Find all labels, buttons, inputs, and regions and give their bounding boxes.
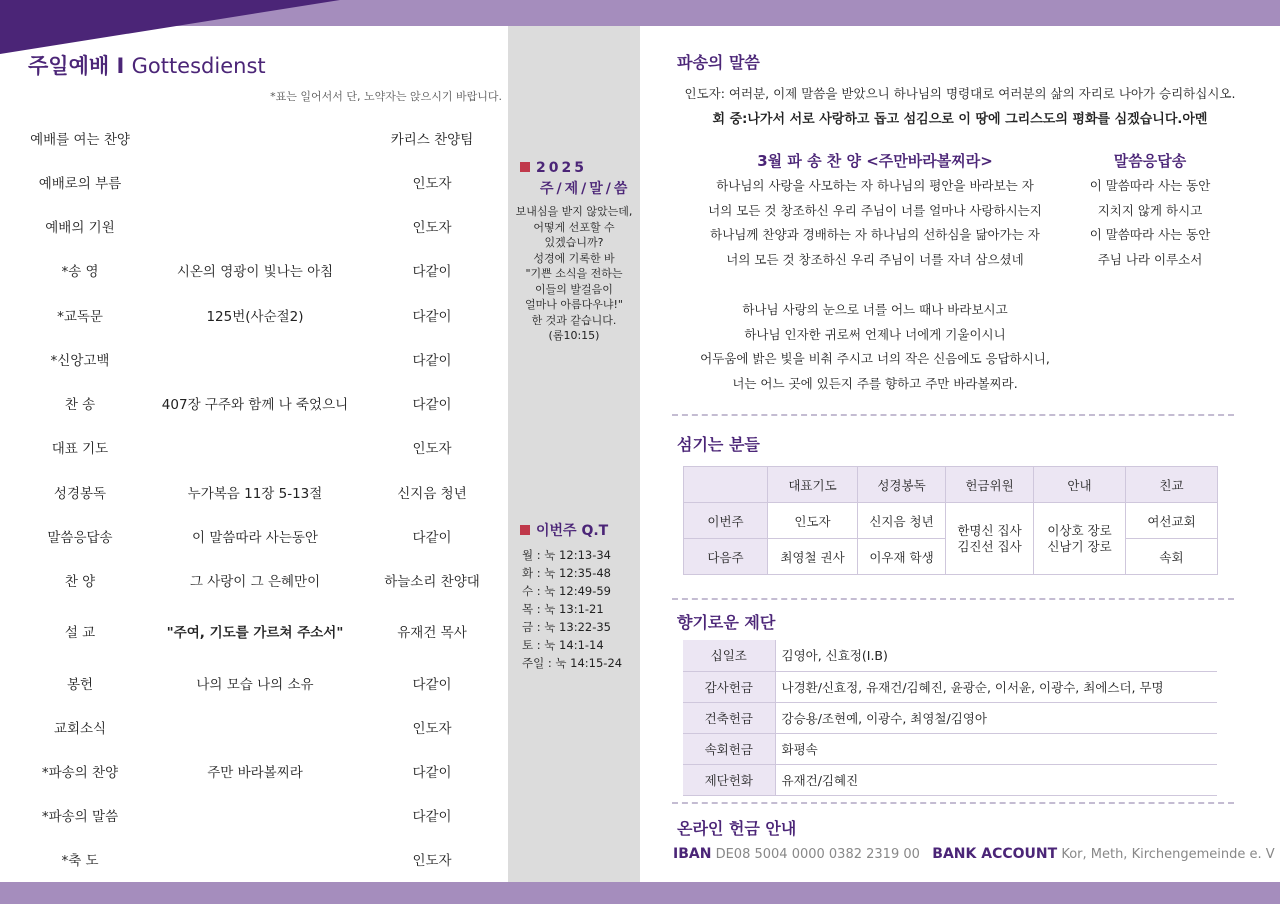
order-item-leader: 다같이 <box>412 264 452 280</box>
qt-item: 수 : 눅 12:49-59 <box>522 584 611 598</box>
order-item-content: 125번(사순절2) <box>206 309 304 325</box>
header-usher: 안내 <box>1034 467 1126 503</box>
offering-names: 김영아, 신효정(I.B) <box>775 640 1217 671</box>
servers-header-row <box>684 467 1218 503</box>
qt-item: 토 : 눅 14:1-14 <box>522 638 604 652</box>
lyric-line: 어두움에 밝은 빛을 비춰 주시고 너의 작은 신음에도 응답하시니, <box>700 351 1050 366</box>
order-item-name: *파송의 찬양 <box>41 765 119 781</box>
lyric-line: 너의 모든 것 창조하신 우리 주님이 너를 자녀 삼으셨네 <box>726 251 1024 267</box>
header-fellowship: 친교 <box>1126 467 1218 503</box>
order-item-leader: 인도자 <box>412 853 452 869</box>
servers-title: 섬기는 분들 <box>677 435 760 454</box>
offering-type: 건축헌금 <box>683 702 775 733</box>
order-item-name: 찬 송 <box>64 397 96 413</box>
standing-note: *표는 일어서서 단, 노약자는 앉으시기 바랍니다. <box>270 90 502 103</box>
order-item-name: 교회소식 <box>53 721 107 737</box>
worship-order-row <box>0 393 508 417</box>
account-value: Kor, Meth, Kirchengemeinde e. V <box>1061 847 1275 862</box>
offering-member: 한명신 집사 <box>957 522 1022 538</box>
qt-item: 화 : 눅 12:35-48 <box>522 566 611 580</box>
this-week-label: 이번주 <box>684 503 768 539</box>
bank-info <box>673 846 1275 862</box>
order-item-content: 나의 모습 나의 소유 <box>196 677 314 693</box>
benediction-title: 파송의 말씀 <box>677 53 760 72</box>
lyric-line: 하나님 사랑의 눈으로 너를 어느 때나 바라보시고 <box>742 302 1008 317</box>
offerings-title: 향기로운 제단 <box>677 613 776 632</box>
worship-order-row <box>0 437 508 461</box>
lyric-line: 주님 나라 이루소서 <box>1097 251 1203 267</box>
servers-table <box>683 466 1218 575</box>
marker-square <box>520 162 530 172</box>
lyric-line: 이 말씀따라 사는 동안 <box>1089 178 1211 193</box>
usher-member: 신남기 장로 <box>1047 538 1112 554</box>
next-week-label: 다음주 <box>684 539 768 575</box>
order-item-name: 찬 양 <box>64 574 96 590</box>
right-panel <box>640 26 1280 882</box>
worship-order-row <box>0 482 508 506</box>
order-item-leader: 인도자 <box>412 721 452 737</box>
benediction-leader-line: 인도자: 여러분, 이제 말씀을 받았으니 하나님의 명령대로 여러분의 삶의 자리로 나아가 승리하십시오. <box>684 86 1236 101</box>
qt-item: 월 : 눅 12:13-34 <box>522 548 611 562</box>
response-song-lyrics <box>1060 174 1240 272</box>
theme-verse <box>508 204 640 344</box>
order-item-content: 시온의 영광이 빛나는 아침 <box>176 264 334 280</box>
theme-verse-line: 보내심을 받지 않았는데, <box>515 205 633 218</box>
worship-order-row <box>0 805 508 829</box>
worship-order-row <box>0 172 508 196</box>
offering-names: 나경환/신효정, 유재건/김혜진, 윤광순, 이서윤, 이광수, 최에스더, 무명 <box>775 671 1217 702</box>
theme-verse-line: 이들의 발걸음이 <box>535 282 613 296</box>
worship-order-row <box>0 673 508 697</box>
lyric-line: 너의 모든 것 창조하신 우리 주님이 너를 얼마나 사랑하시는지 <box>708 202 1042 218</box>
this-week-fellowship: 여선교회 <box>1126 503 1218 539</box>
order-item-content: 이 말씀따라 사는동안 <box>192 530 318 546</box>
offering-type: 제단헌화 <box>683 764 775 795</box>
offering-type: 십일조 <box>683 640 775 671</box>
order-item-name: *교독문 <box>57 309 103 325</box>
order-item-leader: 신지음 청년 <box>397 486 467 502</box>
worship-order-row <box>0 349 508 373</box>
worship-title-en: Gottesdienst <box>131 54 266 78</box>
worship-order-row <box>0 260 508 284</box>
this-week-prayer: 인도자 <box>768 503 858 539</box>
order-item-leader: 다같이 <box>412 809 452 825</box>
offering-team <box>946 503 1034 575</box>
worship-order-row <box>0 570 508 594</box>
iban-label: IBAN <box>673 846 712 862</box>
order-item-leader: 다같이 <box>412 530 452 546</box>
sending-song-verse-1 <box>640 174 1110 272</box>
qt-item: 금 : 눅 13:22-35 <box>522 620 611 634</box>
order-item-leader: 다같이 <box>412 397 452 413</box>
worship-order-panel <box>0 26 508 882</box>
divider <box>672 802 1234 804</box>
qt-item: 목 : 눅 13:1-21 <box>522 602 604 616</box>
order-item-leader: 인도자 <box>412 441 452 457</box>
theme-verse-line: 얼마나 아름다우냐!" <box>525 298 623 311</box>
order-item-name: 예배의 기원 <box>45 220 115 236</box>
worship-order-row <box>0 128 508 152</box>
usher-team <box>1034 503 1126 575</box>
order-item-leader: 유재건 목사 <box>397 625 467 641</box>
order-item-name: *송 영 <box>61 264 99 280</box>
qt-list <box>522 546 622 672</box>
offering-member: 김진선 집사 <box>957 538 1022 554</box>
worship-order-row <box>0 305 508 329</box>
theme-verse-line: 성경에 기록한 바 <box>533 251 615 265</box>
order-item-name: 성경봉독 <box>53 486 107 502</box>
order-item-leader: 인도자 <box>412 176 452 192</box>
worship-order-row <box>0 526 508 550</box>
theme-year: 2025 <box>536 160 587 176</box>
next-week-fellowship: 속회 <box>1126 539 1218 575</box>
iban-value: DE08 5004 0000 0382 2319 00 <box>715 847 920 862</box>
offering-names: 강승용/조현예, 이광수, 최영철/김영아 <box>775 702 1217 733</box>
theme-verse-line: 어떻게 선포할 수 <box>533 220 615 234</box>
worship-title-ko: 주일예배 I <box>28 54 132 78</box>
response-song-title: 말씀응답송 <box>1113 152 1187 170</box>
offering-type: 속회헌금 <box>683 733 775 764</box>
offering-row <box>683 702 1217 733</box>
lyric-line: 하나님 인자한 귀로써 언제나 너에게 기울이시니 <box>744 326 1006 342</box>
header-offering: 헌금위원 <box>946 467 1034 503</box>
theme-heading <box>520 160 587 176</box>
theme-verse-line: (롬10:15) <box>548 329 600 342</box>
lyric-line: 이 말씀따라 사는 동안 <box>1089 227 1211 242</box>
worship-order-row <box>0 216 508 240</box>
order-item-content: 407장 구주와 함께 나 죽었으니 <box>161 397 349 413</box>
order-item-name: 말씀응답송 <box>47 530 113 546</box>
divider <box>672 598 1234 600</box>
order-item-name: 봉헌 <box>66 677 94 693</box>
lyric-line: 하나님의 사랑을 사모하는 자 하나님의 평안을 바라보는 자 <box>716 178 1034 193</box>
offering-row <box>683 671 1217 702</box>
order-item-leader: 다같이 <box>412 353 452 369</box>
offering-row <box>683 764 1217 795</box>
offering-type: 감사헌금 <box>683 671 775 702</box>
offerings-table <box>683 640 1217 796</box>
theme-verse-line: "기쁜 소식을 전하는 <box>525 267 623 280</box>
worship-order-row <box>0 761 508 785</box>
order-item-content: "주여, 기도를 가르쳐 주소서" <box>166 625 344 641</box>
servers-corner <box>684 467 768 503</box>
theme-verse-line: 한 것과 같습니다. <box>531 313 617 327</box>
order-item-content: 그 사랑이 그 은혜만이 <box>189 574 321 590</box>
offering-row <box>683 640 1217 671</box>
order-item-name: *축 도 <box>61 853 99 869</box>
sending-song-verse-2 <box>640 298 1110 396</box>
header-reading: 성경봉독 <box>858 467 946 503</box>
worship-order-row <box>0 717 508 741</box>
order-item-name: 예배를 여는 찬양 <box>30 132 130 148</box>
order-item-name: 예배로의 부름 <box>38 176 122 192</box>
side-panel <box>508 26 640 882</box>
this-week-reading: 신지음 청년 <box>858 503 946 539</box>
divider <box>672 414 1234 416</box>
order-item-name: 대표 기도 <box>51 441 109 457</box>
order-item-leader: 다같이 <box>412 765 452 781</box>
lyric-line: 지치지 않게 하시고 <box>1097 202 1203 218</box>
order-item-content: 주만 바라볼찌라 <box>207 765 303 781</box>
account-label: BANK ACCOUNT <box>932 846 1058 862</box>
qt-heading <box>520 520 608 540</box>
offering-row <box>683 733 1217 764</box>
qt-item: 주일 : 눅 14:15-24 <box>522 656 623 670</box>
order-item-content: 누가복음 11장 5-13절 <box>187 486 323 502</box>
theme-heading-sub: 주/제/말/씀 <box>540 181 631 197</box>
next-week-reading: 이우재 학생 <box>858 539 946 575</box>
offering-names: 화평속 <box>775 733 1217 764</box>
lyric-line: 너는 어느 곳에 있든지 주를 향하고 주만 바라볼찌라. <box>732 375 1018 391</box>
sending-song-title: 3월 파 송 찬 양 <주만바라볼찌라> <box>757 152 993 170</box>
benediction-congregation-line: 회 중:나가서 서로 사랑하고 돕고 섬김으로 이 땅에 그리스도의 평화를 심겠습니다.아멘 <box>712 112 1208 127</box>
offering-names: 유재건/김혜진 <box>775 764 1217 795</box>
next-week-prayer: 최영철 권사 <box>768 539 858 575</box>
bottom-band <box>0 882 1280 904</box>
theme-verse-line: 있겠습니까? <box>544 236 604 249</box>
worship-order-row <box>0 849 508 873</box>
order-item-leader: 다같이 <box>412 309 452 325</box>
order-item-leader: 하늘소리 찬양대 <box>384 574 480 590</box>
order-item-name: 설 교 <box>64 625 96 641</box>
usher-member: 이상호 장로 <box>1047 522 1112 538</box>
order-item-leader: 카리스 찬양팀 <box>390 132 474 148</box>
order-item-name: *신앙고백 <box>50 353 110 369</box>
online-offering-title: 온라인 헌금 안내 <box>677 819 797 838</box>
worship-order-row <box>0 621 508 645</box>
lyric-line: 하나님께 찬양과 경배하는 자 하나님의 선하심을 닮아가는 자 <box>710 227 1040 242</box>
this-week-row <box>684 503 1218 539</box>
order-item-leader: 인도자 <box>412 220 452 236</box>
worship-title <box>28 50 266 80</box>
order-item-name: *파송의 말씀 <box>41 809 119 825</box>
marker-square <box>520 525 530 535</box>
order-item-leader: 다같이 <box>412 677 452 693</box>
header-prayer: 대표기도 <box>768 467 858 503</box>
qt-heading-label: 이번주 Q.T <box>536 523 609 539</box>
